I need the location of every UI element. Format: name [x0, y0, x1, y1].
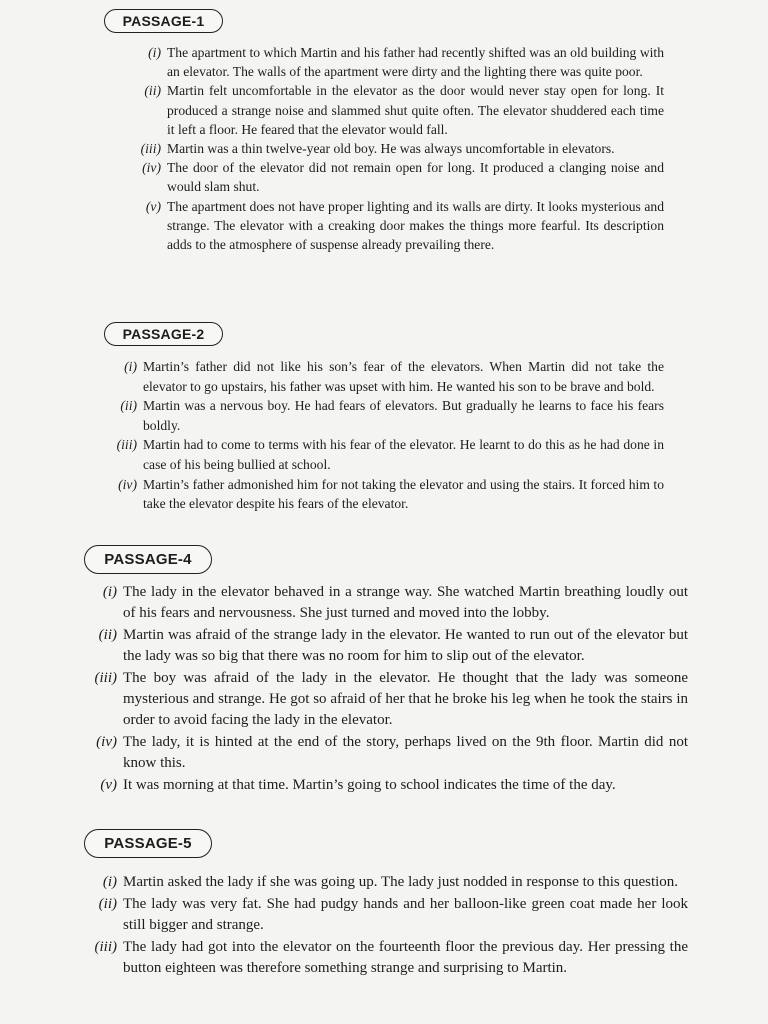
answer-number: (iii): [94, 938, 117, 955]
answer-text: Martin was afraid of the strange lady in the elevator. He wanted to run out of the elevator but the lady was so big that there was no room for him to slip out of the elevator.: [123, 626, 688, 665]
answer-item: [145, 197, 664, 255]
answer-text: Martin was a nervous boy. He had fears of elevators. But gradually he learns to face his fears boldly.: [143, 398, 664, 433]
passage-5-heading: PASSAGE-5: [84, 829, 212, 858]
answer-number: (i): [102, 584, 117, 600]
answer-text: Martin was a thin twelve-year old boy. He was always uncomfortable in elevators.: [167, 141, 615, 157]
answer-number: (v): [100, 776, 117, 793]
answer-text: Martin’s father admonished him for not taking the elevator and using the stairs. It forced him to take the elevator despite his fears of the elevator.: [143, 476, 664, 512]
answer-number: (ii): [98, 626, 117, 643]
passage-1-answers: [140, 43, 664, 254]
answer-item: [116, 435, 664, 474]
answer-item: [98, 894, 688, 937]
passage-2-answers: [116, 357, 664, 514]
answer-item: [102, 582, 688, 625]
answer-text: The lady, it is hinted at the end of the story, perhaps lived on the 9th floor. Martin did not know this.: [123, 733, 688, 772]
passage-4-heading: PASSAGE-4: [84, 545, 212, 574]
answer-text: Martin had to come to terms with his fear of the elevator. He learnt to do this as he had done in case of his being bullied at school.: [143, 437, 664, 472]
answer-text: Martin’s father did not like his son’s fear of the elevators. When Martin did not take the elevator to go upstairs, his father was upset with him. He wanted his son to be brave and bold.: [143, 359, 664, 394]
answer-text: The boy was afraid of the lady in the elevator. He thought that the lady was someone mysterious and strange. He got so afraid of her that he broke his leg when he took the stairs in order to avoid facing the lady in the elevator.: [123, 669, 688, 729]
answer-text: The door of the elevator did not remain open for long. It produced a clanging noise and would slam shut.: [167, 160, 664, 195]
answer-text: The apartment to which Martin and his father had recently shifted was an old building with an elevator. The walls of the apartment were dirty and the lighting there was quite poor.: [167, 45, 664, 80]
answer-number: (iii): [140, 141, 161, 157]
answer-item: [124, 357, 664, 396]
answer-number: (iv): [96, 733, 117, 750]
answer-item: [118, 475, 664, 514]
answer-number: (iii): [94, 669, 117, 686]
answer-item: [102, 872, 688, 894]
answer-item: [142, 158, 664, 196]
passage-2-heading: PASSAGE-2: [104, 322, 223, 346]
answer-item: [94, 937, 688, 980]
answer-item: [144, 81, 664, 139]
answer-item: [96, 732, 688, 775]
answer-item: [120, 396, 664, 435]
answer-number: (i): [148, 45, 161, 60]
answer-text: Martin asked the lady if she was going up. The lady just nodded in response to this question.: [123, 874, 679, 890]
answer-number: (iii): [116, 437, 137, 453]
answer-text: The lady was very fat. She had pudgy hands and her balloon-like green coat made her look still bigger and strange.: [123, 895, 688, 934]
answer-item: [100, 775, 688, 796]
answer-number: (ii): [120, 398, 137, 414]
answer-text: Martin felt uncomfortable in the elevator as the door would never stay open for long. It produced a strange noise and slammed shut quite often. The elevator shuddered each time it left a floor. He feared that the elevator would fall.: [167, 83, 664, 137]
answer-number: (ii): [144, 83, 161, 99]
answer-item: [98, 625, 688, 668]
answer-text: It was morning at that time. Martin’s going to school indicates the time of the day.: [123, 776, 616, 793]
answer-number: (ii): [98, 895, 117, 912]
answer-item: [148, 43, 664, 81]
answer-item: [140, 139, 664, 158]
answer-text: The apartment does not have proper lighting and its walls are dirty. It looks mysterious and strange. The elevator with a creaking door makes the things more fearful. Its description adds to the atmosphere of suspense already prevailing there.: [167, 198, 664, 253]
answer-item: [94, 668, 688, 732]
answer-number: (iv): [142, 160, 161, 176]
answer-number: (iv): [118, 476, 137, 492]
answer-number: (v): [145, 198, 161, 214]
answer-number: (i): [102, 874, 117, 890]
passage-4-answers: [94, 582, 688, 796]
answer-number: (i): [124, 359, 137, 374]
answer-text: The lady in the elevator behaved in a strange way. She watched Martin breathing loudly out of his fears and nervousness. She just turned and moved into the lobby.: [123, 584, 688, 622]
passage-1-heading: PASSAGE-1: [104, 9, 223, 33]
passage-5-answers: [94, 872, 688, 980]
answer-text: The lady had got into the elevator on the fourteenth floor the previous day. Her pressing the button eighteen was therefore something strange and surprising to Martin.: [123, 938, 688, 977]
